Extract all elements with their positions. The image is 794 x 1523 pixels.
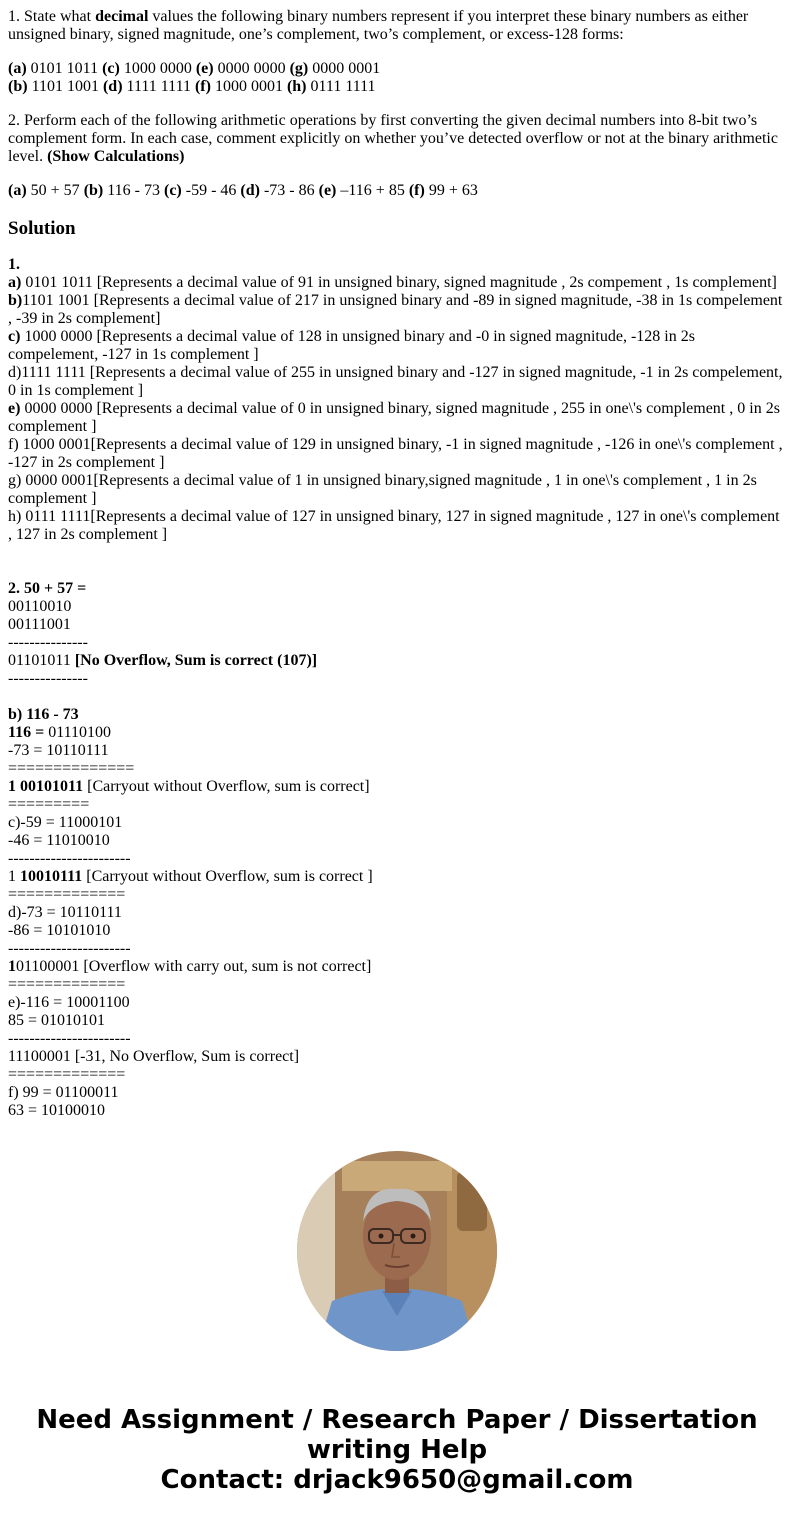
op-label-a: (a) — [8, 182, 27, 199]
value-h: 0111 1111 — [306, 78, 376, 95]
solution-1b-text: 1101 1001 [Represents a decimal value of 217 in unsigned binary and -89 in signed magnitude, -38 in 1s compelement , -39 in 2s complement] — [8, 292, 783, 327]
solution-2e-line-2: 85 = 01010101 — [8, 1012, 106, 1029]
spacer — [8, 688, 786, 706]
solution-1c-text: 1000 0000 [Represents a decimal value of 128 in unsigned binary and -0 in signed magnitude, -128 in 2s compelement, -127 in 1s complement ] — [8, 328, 695, 363]
solution-2d-result — [8, 958, 786, 976]
value-f: 1000 0001 — [210, 78, 287, 95]
solution-2a-heading — [8, 580, 786, 598]
op-label-e: (e) — [318, 182, 337, 199]
question-1-prompt — [8, 8, 786, 44]
solution-2b-heading — [8, 706, 786, 724]
solution-1a-label: a) — [8, 274, 22, 291]
op-label-c: (c) — [163, 182, 182, 199]
value-label-h: (h) — [286, 78, 307, 95]
value-d: 1111 1111 — [122, 78, 195, 95]
solution-2c-result-prefix: 1 — [8, 868, 20, 885]
op-label-d: (d) — [240, 182, 260, 199]
value-g: 0000 0001 — [308, 60, 381, 77]
solution-2b-result — [8, 778, 786, 796]
solution-1g: g) 0000 0001[Represents a decimal value of 1 in unsigned binary,signed magnitude , 1 in one\'s complement , 1 in 2s complement ] — [8, 472, 757, 507]
solution-part-1 — [8, 256, 786, 544]
solution-2e-rule-2: ============= — [8, 1066, 126, 1083]
solution-2b-result-note: [Carryout without Overflow, sum is correct] — [83, 778, 370, 795]
solution-2b-line-1 — [8, 724, 786, 742]
op-b: 116 - 73 — [103, 182, 164, 199]
solution-1d: d)1111 1111 [Represents a decimal value of 255 in unsigned binary and -127 in signed magnitude, -1 in 2s compelement, 0 in 1s complement ] — [8, 364, 783, 399]
value-a: 0101 1011 — [26, 60, 103, 77]
op-e: –116 + 85 — [336, 182, 409, 199]
solution-2a-line-1: 00110010 — [8, 598, 72, 615]
solution-2b-heading-text: b) 116 - 73 — [8, 706, 79, 723]
author-portrait-illustration — [297, 1151, 497, 1351]
solution-2f-line-1: f) 99 = 01100011 — [8, 1084, 119, 1101]
solution-2b-line-1-value: 01110100 — [44, 724, 112, 741]
op-label-b: (b) — [83, 182, 104, 199]
solution-2c-rule-2: ============= — [8, 886, 126, 903]
solution-1a — [8, 274, 786, 292]
op-label-f: (f) — [408, 182, 425, 199]
value-label-c: (c) — [102, 60, 120, 77]
solution-2e-result: 11100001 [-31, No Overflow, Sum is correct] — [8, 1048, 300, 1065]
solution-2a-result-value: 01101011 — [8, 652, 75, 669]
solution-2e-line-1: e)-116 = 10001100 — [8, 994, 130, 1011]
question-2-prompt — [8, 112, 786, 166]
value-c: 1000 0000 — [119, 60, 196, 77]
value-label-g: (g) — [289, 60, 309, 77]
solution-part-2 — [8, 580, 786, 1120]
solution-2b-result-value: 1 00101011 — [8, 778, 84, 795]
promo-line-1: Need Assignment / Research Paper / Dissertation — [36, 1405, 758, 1435]
op-c: -59 - 46 — [181, 182, 241, 199]
op-f: 99 + 63 — [424, 182, 478, 199]
solution-heading: Solution — [8, 218, 76, 239]
part-1-label: 1. — [8, 256, 20, 273]
solution-2c-rule: ----------------------- — [8, 850, 131, 867]
question-2-operations — [8, 182, 786, 200]
question-1-rest: values the following binary numbers represent if you interpret these binary numbers as either unsigned binary, signed magnitude, one’s complement, two’s complement, or excess-128 forms: — [8, 8, 749, 43]
author-photo — [297, 1151, 497, 1351]
solution-2d-line-1: d)-73 = 10110111 — [8, 904, 122, 921]
promo-banner — [8, 1405, 786, 1495]
solution-2b-line-2: -73 = 10110111 — [8, 742, 109, 759]
solution-1f: f) 1000 0001[Represents a decimal value of 129 in unsigned binary, -1 in signed magnitude , -126 in one\'s complement , -127 in 2s complement ] — [8, 436, 783, 471]
solution-2e-rule: ----------------------- — [8, 1030, 131, 1047]
solution-2a-rule: --------------- — [8, 634, 88, 651]
value-label-b: (b) — [8, 78, 28, 95]
solution-1c-label: c) — [8, 328, 21, 345]
solution-2c-line-1: c)-59 = 11000101 — [8, 814, 123, 831]
solution-2b-rule-2: ========= — [8, 796, 90, 813]
solution-1e — [8, 400, 786, 436]
value-label-d: (d) — [102, 78, 123, 95]
solution-1b — [8, 292, 786, 328]
question-1-values-row-2 — [8, 78, 786, 96]
solution-2a-heading-text: 2. 50 + 57 = — [8, 580, 87, 597]
solution-2b-line-1-label: 116 = — [8, 724, 45, 741]
author-photo-wrap — [8, 1151, 786, 1356]
solution-2a-line-2: 00111001 — [8, 616, 71, 633]
solution-2a-result — [8, 652, 786, 670]
solution-2d-line-2: -86 = 10101010 — [8, 922, 111, 939]
value-label-a: (a) — [8, 60, 27, 77]
solution-2d-result-rest: 01100001 [Overflow with carry out, sum is not correct] — [16, 958, 372, 975]
solution-1a-text: 0101 1011 [Represents a decimal value of 91 in unsigned binary, signed magnitude , 2s compement , 1s complement] — [21, 274, 777, 291]
promo-contact: Contact: drjack9650@gmail.com — [160, 1465, 634, 1495]
solution-2a-result-note: [No Overflow, Sum is correct (107)] — [74, 652, 318, 669]
solution-2d-rule: ----------------------- — [8, 940, 131, 957]
solution-1e-text: 0000 0000 [Represents a decimal value of 0 in unsigned binary, signed magnitude , 255 in one\'s complement , 0 in 2s complement ] — [8, 400, 780, 435]
solution-2c-result-value: 10010111 — [20, 868, 83, 885]
solution-1b-label: b) — [8, 292, 23, 309]
question-1-bold-word: decimal — [95, 8, 149, 25]
solution-2c-line-2: -46 = 11010010 — [8, 832, 110, 849]
value-b: 1101 1001 — [27, 78, 103, 95]
solution-2c-result — [8, 868, 786, 886]
solution-1c — [8, 328, 786, 364]
value-label-e: (e) — [195, 60, 214, 77]
question-1-values — [8, 60, 786, 96]
solution-2f-line-2: 63 = 10100010 — [8, 1102, 106, 1119]
promo-line-2: writing Help — [306, 1435, 488, 1465]
question-2-text: 2. Perform each of the following arithmetic operations by first converting the given decimal numbers into 8-bit two’s complement form. In each case, comment explicitly on whether you’ve detected overflow or not at the binary arithmetic level. — [8, 112, 778, 165]
value-label-f: (f) — [194, 78, 211, 95]
solution-1e-label: e) — [8, 400, 21, 417]
question-1-prefix: 1. State what — [8, 8, 96, 25]
solution-2b-rule: ============== — [8, 760, 135, 777]
solution-part-1-label — [8, 256, 786, 274]
op-d: -73 - 86 — [259, 182, 319, 199]
solution-2d-rule-2: ============= — [8, 976, 126, 993]
value-e: 0000 0000 — [213, 60, 290, 77]
spacer — [8, 544, 786, 580]
solution-1h: h) 0111 1111[Represents a decimal value of 127 in unsigned binary, 127 in signed magnitude , 127 in one\'s complement , 127 in 2s complement ] — [8, 508, 780, 543]
solution-2c-result-note: [Carryout without Overflow, sum is correct ] — [82, 868, 373, 885]
op-a: 50 + 57 — [26, 182, 84, 199]
solution-2d-carry: 1 — [8, 958, 16, 975]
question-1-values-row-1 — [8, 60, 786, 78]
solution-2a-rule-2: --------------- — [8, 670, 88, 687]
question-2-bold-note: (Show Calculations) — [47, 148, 185, 165]
